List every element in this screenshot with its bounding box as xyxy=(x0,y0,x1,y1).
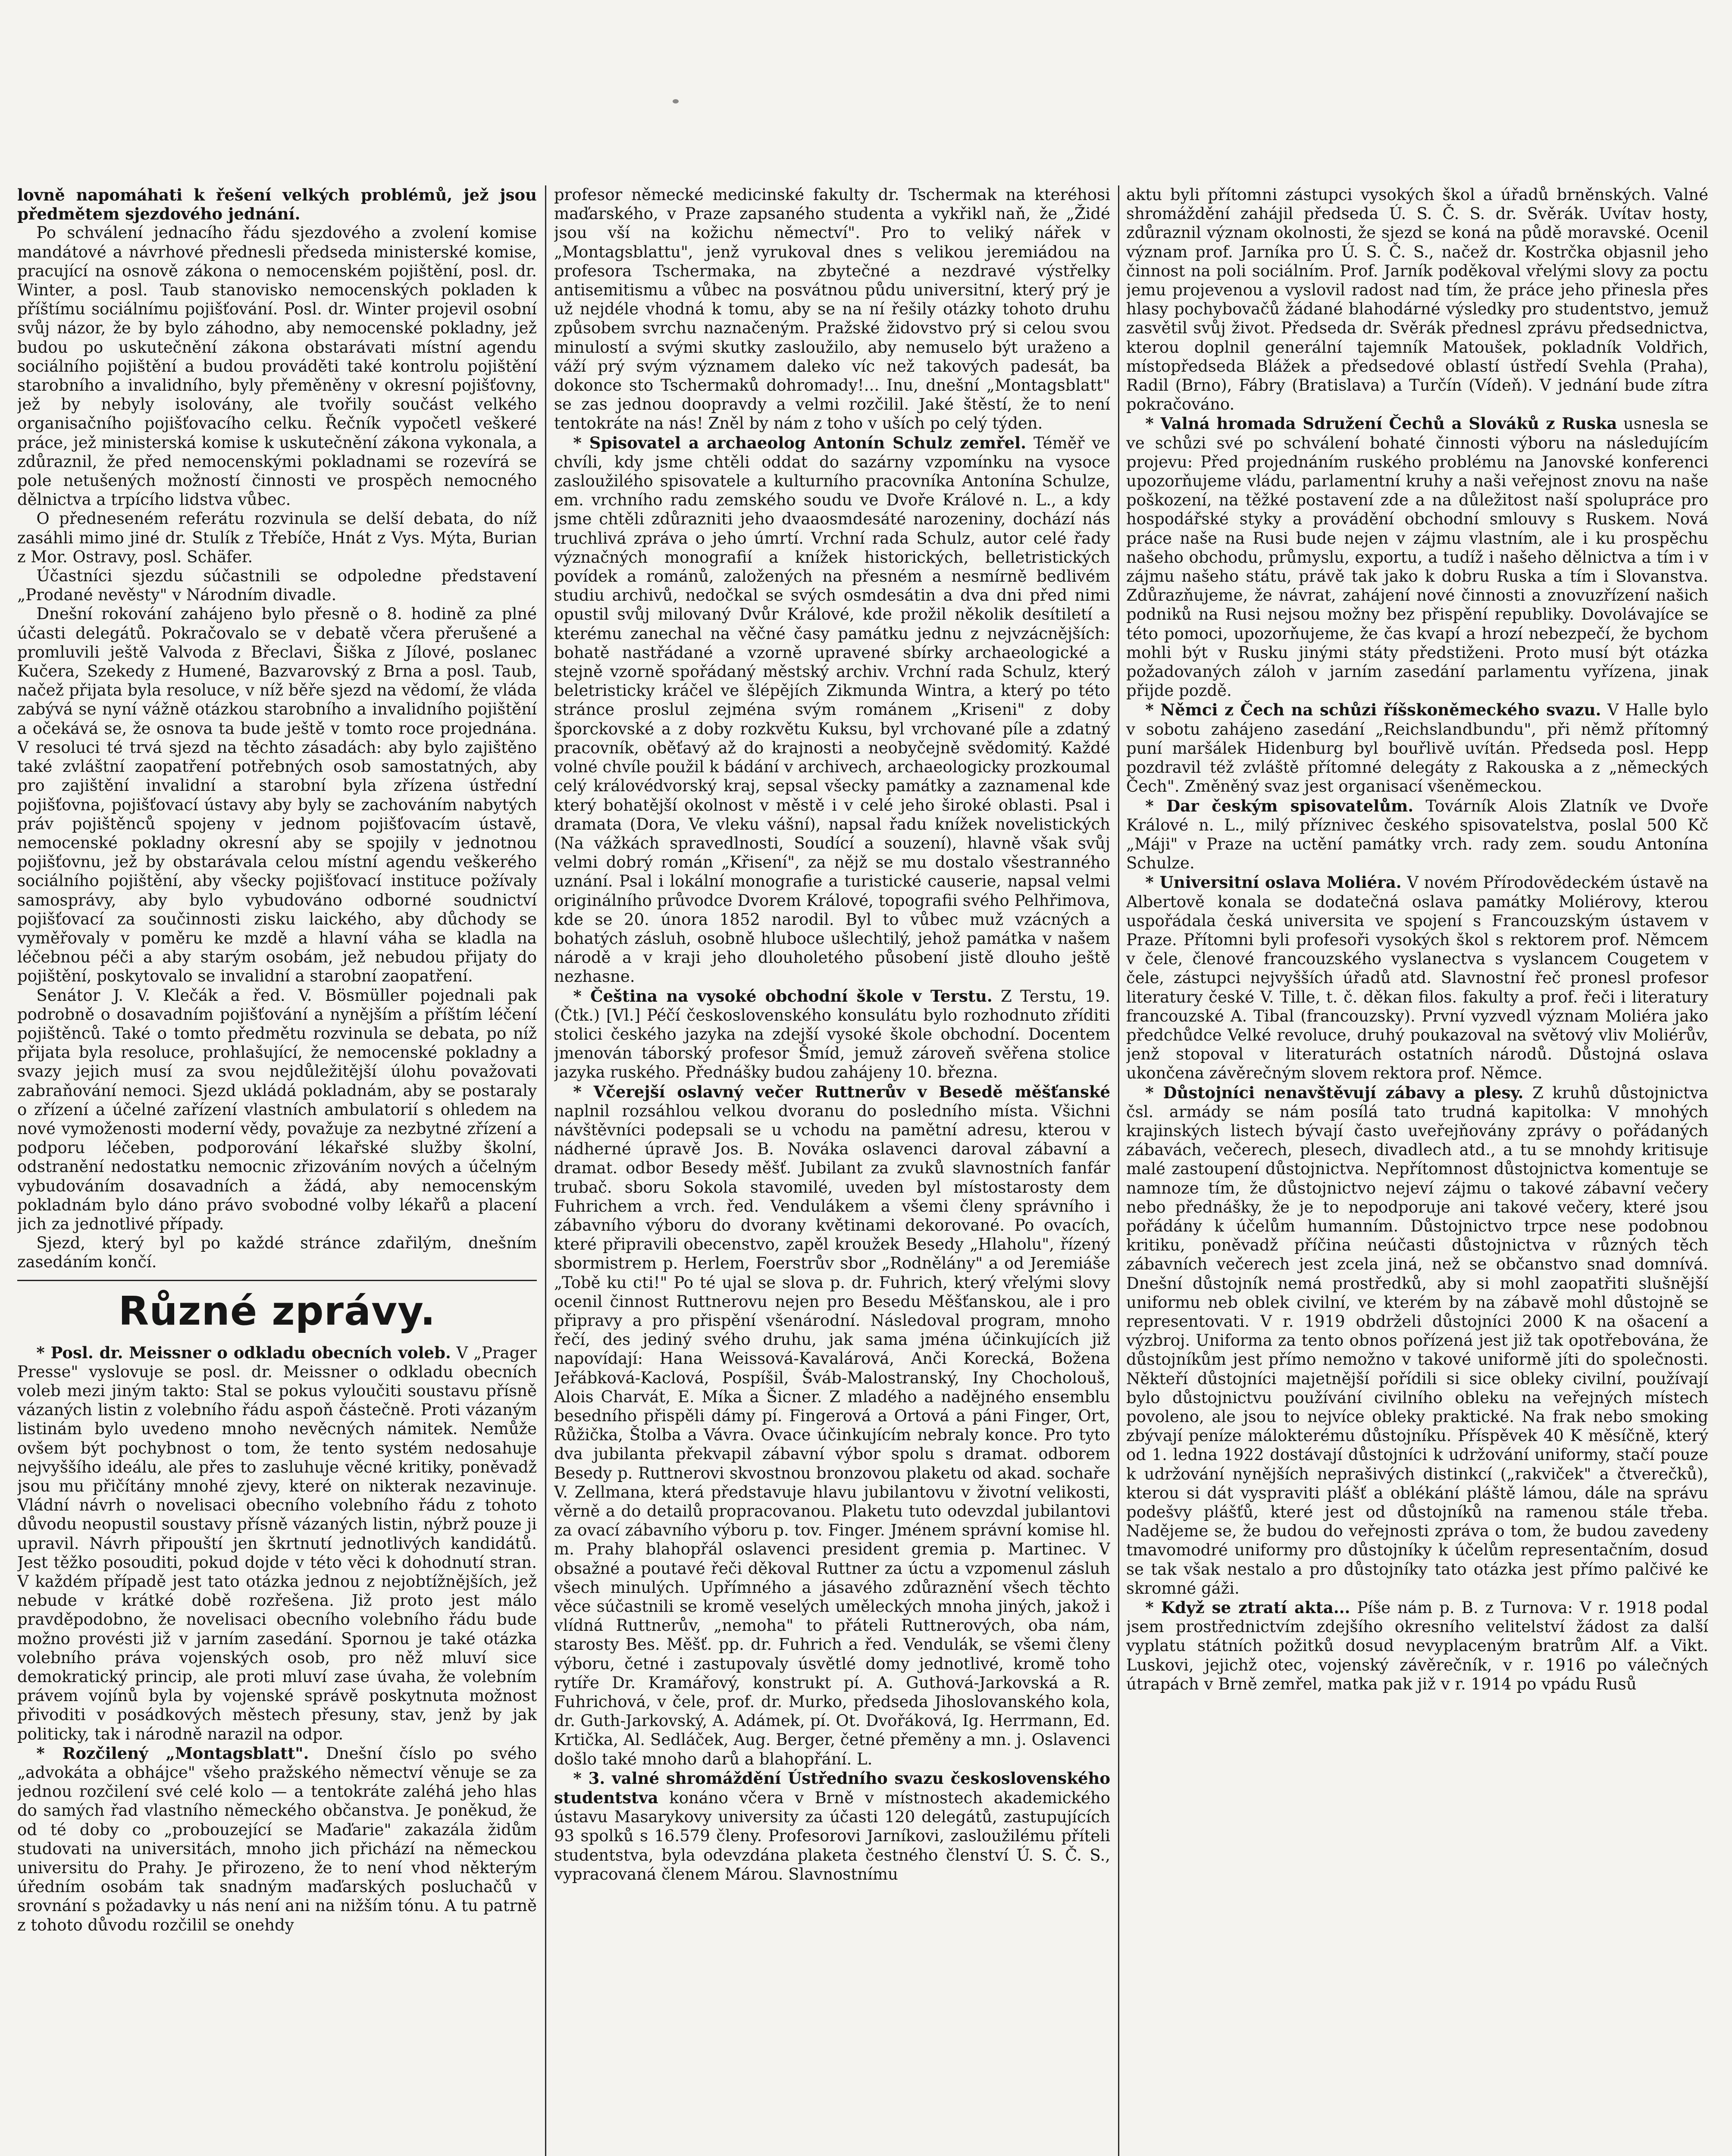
news-headline: * Spisovatel a archaeolog Antonín Schulz zemřel. xyxy=(573,433,1026,452)
news-body: Téměř ve chvíli, kdy jsme chtěli oddat do sazárny vzpomínku na vysoce zasloužilého spisovatele a kulturního pracovníka Antonína Schulze, em. vrchního radu zemského soudu ve Dvoře Králové n. L., a kdy jsme chtěli zdůrazniti jeho dvaaosmdesáté narozeniny, dochází nás truchlivá zpráva o jeho úmrtí. Vrchní rada Schulz, autor celé řady význačných monografií a knížek historických, belletristických povídek a románů, založených na přesném a nesmírně bedlivém studiu archivů, nedočkal se svých osmdesátin a dva dni před nimi opustil svůj milovaný Dvůr Králové, kde prožil několik desítiletí a kterému zanechal na věčné časy památku jednu z nejvzácnějších: bohatě nastřádané a vzorně upravené sbírky archaeologické a stejně vzorně spořádaný městský archiv. Vrchní rada Schulz, který beletristicky kráčel ve šlépějích Zikmunda Wintra, a který po této stránce proslul zejména svým románem „Kriseni" z doby šporckovské a z doby rozkvětu Kuksu, byl vrchované píle a zdatný pracovník, oběťavý až do krajnosti a neobyčejně svědomitý. Každé volné chvíle použil k bádání v archivech, archaeologicky prozkoumal celý královédvorský kraj, sepsal všecky památky a zaznamenal kde který bohatější okolnost v městě i v celé jeho široké oblasti. Psal i dramata (Dora, Ve vleku vášní), napsal řadu knížek novelistických (Na vážkách spravedlnosti, Soudící a souzení), hlavně však svůj velmi dobrý román „Křisení", za nějž se mu dostalo všestranného uznání. Psal i lokální monografie a turistické causerie, napsal velmi originálního průvodce Dvorem Králové, topografii svého Pelhřimova, kde se 20. února 1852 narodil. Byl to vůbec muž vzácných a bohatých zásluh, osobně hluboce ušlechtilý, jehož památka v našem národě a v kraji jeho dlouholetého působení jistě dlouho ještě nezhasne. xyxy=(554,433,1110,986)
news-body: V „Prager Presse" vyslovuje se posl. dr. Meissner o odkladu obecních voleb mezi jiným takto: Stal se pokus vyloučiti soustavu přísně vázaných listin z volebního řádu aspoň částečně. Proti vázaným listinám bylo uvedeno mnoho nevěcných námitek. Nemůže ovšem být pochybnost o tom, že tento systém nedosahuje nejvyššího ideálu, ale přes to zasluhuje věcné kritiky, poněvadž jsou mu přičítány mnohé zjevy, které on nikterak nezavinuje. Vládní návrh o novelisaci obecního volebního řádu z tohoto důvodu neopustil soustavy přísně vázaných listin, nýbrž pouze ji upravil. Návrh připouští jen škrtnutí jednotlivých kandidátů. Jest těžko posouditi, pokud dojde v této věci k dohodnutí stran. V každém případě jest tato otázka jednou z nejobtížnějších, jež nebude v krátké době rozřešena. Již proto jest málo pravděpodobno, že novelisaci obecního volebního řádu bude možno provésti již v jarním zasedání. Spornou je také otázka volebního práva vojenských osob, pro něž mluví sice demokratický princip, ale proti mluví zase úvaha, že volebním právem vojínů byla by vojenské správě poskytnuta možnost přivoditi v posádkových městech přesuny, stav, jenž by jak politicky, tak i národně narazil na odpor. xyxy=(17,1343,537,1743)
section-title: Různé zprávy. xyxy=(118,1288,436,1334)
continued-paragraph: aktu byli přítomni zástupci vysokých škol a úřadů brněnských. Valné shromáždění zahájil předseda Ú. S. Č. S. dr. Svěrák. Uvítav hosty, zdůraznil význam okolnosti, že sjezd se koná na půdě moravské. Ocenil význam prof. Jarníka pro Ú. S. Č. S., načež dr. Kostrčka objasnil jeho činnost na poli sociálním. Prof. Jarník poděkoval vřelými slovy za poctu jemu projevenou a vyslovil radost nad tím, že práce jeho přinesla přes hlasy pochybovačů žádané blahodárné výsledky pro studentstvo, jemuž zasvětil svůj život. Předseda dr. Svěrák přednesl zprávu předsednictva, kterou doplnil generální tajemník Matoušek, pokladník Voldřich, místopředseda Blážek a předsedové oblastí ústředí Svehla (Praha), Radil (Brno), Fábry (Bratislava) a Turčín (Vídeň). V jednání bude zítra pokračováno. xyxy=(1126,185,1708,414)
news-body: V novém Přírodovědeckém ústavě na Albertově konala se dodatečná oslava památky Moliérovy, kterou uspořádala česká universita ve spojení s Francouzským ústavem v Praze. Přítomni byli profesoři vysokých škol s rektorem prof. Němcem v čele, členové francouzského vyslanectva s vyslancem Cougetem v čele, zástupci nejvyšších úřadů atd. Slavnostní řeč pronesl profesor literatury české V. Tille, t. č. děkan filos. fakulty a prof. řeči i literatury francouzské A. Tibal (francouzsky). První vyzvedl význam Moliéra jako předchůdce Velké revoluce, druhý poukazoval na světový vliv Moliérův, jenž stopoval v literaturách ostatních národů. Důstojná oslava ukončena závěrečným slovem rektora prof. Němce. xyxy=(1126,873,1708,1083)
news-headline: * Dar českým spisovatelům. xyxy=(1145,796,1414,815)
news-item xyxy=(554,1769,1110,1884)
section-divider xyxy=(17,1280,537,1281)
paragraph: Senátor J. V. Klečák a řed. V. Bösmüller pojednali pak podrobně o dosavadním pojišťování a nynějším a příštím léčení pojištěnců. Také o tomto předmětu rozvinula se debata, po níž přijata byla resoluce, prohlašující, že nemocenské pokladny a svazy jejich musí za svou nejdůležitější úlohu považovati zabraňování nemoci. Sjezd ukládá pokladnám, aby se postaraly o zřízení a účelné zařízení vlastních ambulatorií s ohledem na nové vymoženosti moderní vědy, považuje za nezbytné zřízení a podporu léčeben, podporování lékařské služby školní, odstranění nedostatku nemocnic zřizováním nových a účelným vybudováním dosavadních a žádá, aby nemocenským pokladnám bylo dáno právo svobodné volby lékařů a placení jich za jednotlivé případy. xyxy=(17,986,537,1233)
paragraph: Účastníci sjezdu súčastnili se odpoledne představení „Prodané nevěsty" v Národním divadle. xyxy=(17,567,537,605)
paragraph: Po schválení jednacího řádu sjezdového a zvolení komise mandátové a návrhové přednesli předseda ministerské komise, pracující na osnově zákona o nemocenském pojištění, posl. dr. Winter, a posl. Taub stanovisko nemocenských pokladen k příštímu sociálnímu pojišťování. Posl. dr. Winter projevil osobní svůj názor, že by bylo záhodno, aby nemocenské pokladny, jež budou po uskutečnění zákona obstarávati místní agendu sociálního pojištění a budou prováděti také kontrolu pojištění starobního a invalidního, byly přeměněny v okresní pojišťovny, jež by nebyly isolovány, ale tvořily součást velkého organisačního pojišťovacího celku. Řečník vypočetl veškeré práce, jež ministerská komise k uskutečnění zákona vykonala, a zdůraznil, že před nemocenskými pokladnami se rozevírá se pole netušených možností činnosti ve prospěch nemocného dělnictva a trpícího lidstva vůbec. xyxy=(17,223,537,509)
paragraph: O předneseném referátu rozvinula se delší debata, do níž zasáhli mimo jiné dr. Stulík z Třebíče, Hnát z Vys. Mýta, Burian z Mor. Ostravy, posl. Schäfer. xyxy=(17,509,537,566)
news-headline: * Posl. dr. Meissner o odkladu obecních voleb. xyxy=(36,1343,451,1362)
news-headline: * Čeština na vysoké obchodní škole v Terstu. xyxy=(573,986,993,1006)
news-headline: * 3. valné shromáždění Ústředního svazu československého studentstva xyxy=(554,1768,1110,1808)
news-item xyxy=(1126,414,1708,700)
news-headline: * Když se ztratí akta... xyxy=(1145,1598,1350,1617)
column-left xyxy=(17,185,537,2156)
news-body: Z kruhů důstojnictva čsl. armády se nám posílá tato trudná kapitolka: V mnohých krajinských listech bývají často uveřejňovány zprávy o pořádaných zábavách, večerech, plesech, divadlech atd., a tu se mnohdy kritisuje malé zastoupení důstojnictva. Nepřítomnost důstojnictva komentuje se namnoze tím, že důstojnictvo nejeví zájmu o takové zábavní večery nebo přednášky, že je to nepodporuje ani takové večery, které jsou pořádány k účelům humanním. Důstojnictvo trpce nese podobnou kritiku, poněvadž příčina neúčasti důstojnictva v různých těch zábavních večerech jest zcela jiná, než se občanstvo snad domnívá. Dnešní důstojník nemá prostředků, aby si mohl zaopatřiti slušnější uniformu neb oblek civilní, ve kterém by na zábavě mohl důstojně se representovati. V r. 1919 obdrželi důstojníci 2000 K na ošacení a výzbroj. Uniforma za tento obnos pořízená jest již tak opotřebována, že důstojníkům jest přímo nemožno v takové uniformě jíti do společnosti. Někteří důstojníci majetnější pořídili si sice obleky civilní, používají bylo důstojnictvu používání civilního obleku na veřejných místech povoleno, ale jsou to nejvíce obleky praktické. Na frak nebo smoking zbývají peníze málokterému důstojníku. Příspěvek 40 K měsíčně, který od 1. ledna 1922 dostávají důstojníci k udržování uniformy, stačí pouze k udržování nynějších neprašivých distinkcí („rakviček" a čtverečků), kterou si dát vyspraviti plášť a oblékání pláště lámou, dále na správu podešvy plášťů, které jest od důstojníků na ramenou stále třeba. Nadějeme se, že budou do veřejnosti zpráva o tom, že budou zavedeny tmavomodré uniformy pro důstojníky k účelům representačním, dosud se tak však nestalo a pro důstojníky tato otázka jest přímo palčivé ke skromné gáži. xyxy=(1126,1083,1708,1598)
news-item xyxy=(17,1744,537,1935)
news-body: konáno včera v Brně v místnostech akademického ústavu Masarykovy university za účasti 120 delegátů, zastupujících 93 spolků s 16.579 členy. Profesorovi Jarníkovi, zasloužilému příteli studentstva, byla odevzdána plaketa čestného členství Ú. S. Č. S., vypracovaná členem Márou. Slavnostnímu xyxy=(554,1789,1110,1883)
column-middle xyxy=(554,185,1110,2156)
paragraph: Sjezd, který byl po každé stránce zdařilým, dnešním zasedáním končí. xyxy=(17,1234,537,1272)
news-item xyxy=(1126,1598,1708,1694)
paragraph: Dnešní rokování zahájeno bylo přesně o 8. hodině za plné účasti delegátů. Pokračovalo se v debatě včera přerušené a promluvili ještě Valvoda z Břeclavi, Šiška z Jílové, poslanec Kučera, Szekedy z Humené, Bazvarovský z Brna a posl. Taub, načež přijata byla resoluce, v níž běře sjezd na vědomí, že vláda zabývá se nyní vážně otázkou starobního a invalidního pojištění a očekává se, že osnova ta bude ještě v tomto roce projednána. V resoluci té trvá sjezd na těchto zásadách: aby bylo zajištěno také zvláštní zaopatření potřebných osob samostatných, aby pro zajištění invalidní a starobní byla zřízena ústřední pojišťovna, pojišťovací ústavy aby byly se zachováním nabytých práv pojištěnců spojeny v jednom pojišťovacím ústavě, nemocenské pokladny okresní aby se spojily v jednotnou pojišťovnu, jež by obstarávala celou místní agendu veškerého sociálního pojištění, aby všecky pojišťovací instituce požívaly samosprávy, aby bylo vybudováno odborné soudnictví pojišťovací za součinnosti zisku laického, aby důchody se vyměřovaly v poměru ke mzdě a hlavní váha se kladla na léčebnou péči a aby starým osobám, jež nebudou přijaty do pojištění, poskytovalo se invalidní a starobní zaopatření. xyxy=(17,605,537,986)
news-headline: * Včerejší oslavný večer Ruttnerův v Besedě měšťanské xyxy=(573,1082,1110,1101)
news-body: Z Terstu, 19. (Čtk.) [Vl.] Péčí československého konsulátu bylo rozhodnuto zříditi stolici českého jazyka na zdejší vysoké škole obchodní. Docentem jmenován táborský profesor Šmíd, jemuž zároveň svěřena stolice jazyka ruského. Přednášky budou zahájeny 10. března. xyxy=(554,987,1110,1082)
news-body: Píše nám p. B. z Turnova: V r. 1918 podal jsem prostřednictvím zdejšího okresního velitelství žádost za další vyplatu státních požitků dosud nevyplaceným bratrům Alf. a Vikt. Luskovi, jejichž otec, vojenský závěrečník, v r. 1916 po válečných útrapách v Brně zemřel, matka pak již v r. 1914 po vpádu Rusů xyxy=(1126,1598,1708,1693)
news-item xyxy=(1126,700,1708,796)
news-headline: * Rozčilený „Montagsblatt". xyxy=(36,1743,309,1763)
continued-paragraph: lovně napomáhati k řešení velkých problémů, jež jsou předmětem sjezdového jednání. xyxy=(17,185,537,224)
news-body: Továrník Alois Zlatník ve Dvoře Králové n. L., milý příznivec českého spisovatelstva, poslal 500 Kč „Máji" v Praze na uctění památky vrch. rady zem. soudu Antonína Schulze. xyxy=(1126,796,1708,873)
news-headline: * Valná hromada Sdružení Čechů a Slováků z Ruska xyxy=(1145,414,1617,433)
news-headline: * Důstojníci nenavštěvují zábavy a plesy. xyxy=(1145,1083,1524,1102)
news-body: Dnešní číslo po svého „advokáta a obhájce" všeho pražského němectví věnuje se za jednou rozčilení své celé kolo — a tentokráte zaléhá jeho hlas do samých řad vlastního německého občanstva. Je poněkud, že od té doby co „probouzející se Maďarie" zakazála židům studovati na universitách, mnoho jich přichází na německou universitu do Prahy. Je přirozeno, že to není vhod některým úředním osobám tak snadným maďarských posluchačů v srovnání s požadavky u nás není ani na nižším tónu. A tu patrně z tohoto důvodu rozčilil se onehdy xyxy=(17,1744,537,1934)
column-rule xyxy=(1118,185,1119,2156)
continued-paragraph: profesor německé medicinské fakulty dr. Tschermak na kteréhosi maďarského, v Praze zapsaného studenta a vykřikl naň, že „Židé jsou vší na kožichu němectví". Pro to veliký nářek v „Montagsblattu", jenž vyrukoval dnes s velikou jeremiádou na profesora Tschermaka, na zbytečné a nezdravé výstřelky antisemitismu a vůbec na posvátnou půdu universitní, který prý je už nejdéle vhodná k tomu, aby se na ní řešily otázky tohoto druhu způsobem svrchu naznačeným. Pražské židovstvo prý si celou svou minulostí a svými skutky zasloužilo, aby nemuselo být uraženo a váží prý svým významem daleko víc než takových padesát, ba dokonce sto Tschermaků dohromady!... Inu, dnešní „Montagsblatt" se zas jednou doopravdy a velmi rozčilil. Jaké štěstí, že to není tentokráte na nás! Zněl by nám z toho v uších po celý týden. xyxy=(554,185,1110,433)
news-item xyxy=(554,987,1110,1082)
news-body: naplnil rozsáhlou velkou dvoranu do posledního místa. Všichni návštěvníci podepsali se u vchodu na pamětní adresu, kterou v nádherné úpravě Jos. B. Nováka oslavenci daroval zábavní a dramat. odbor Besedy měšť. Jubilant za zvuků slavnostních fanfár trubač. sboru Sokola stavomilé, uveden byl místostarosty dem Fuhrichem a vrch. řed. Vendulákem a všemi členy správního i zábavního výboru do dvorany květinami dekorované. Po ovacích, které připravili obecenstvo, zapěl kroužek Besedy „Hlaholu", řízený sbormistrem p. Herlem, Foerstrův sbor „Rodnělány" a od Jeremiáše „Tobě ku cti!" Po té ujal se slova p. dr. Fuhrich, který vřelými slovy ocenil činnost Ruttnerovu nejen pro Besedu Měšťanskou, ale i pro připravy a pro přispění všenárodní. Následoval program, mnoho řečí, des jediný svého druhu, jak sama jména účinkujících již napovídají: Hana Weissová-Kavalárová, Anči Korecká, Božena Jeřábková-Kaclová, Pospíšil, Šváb-Malostranský, Iny Chocholouš, Alois Charvát, E. Míka a Šicner. Z mladého a nadějného ensemblu besedního přispěli dámy pí. Fingerová a Ortová a páni Finger, Ort, Růžička, Štolba a Vávra. Ovace účinkujícím nebraly konce. Pro tyto dva jubilanta překvapil zábavní výbor spolu s dramat. odborem Besedy p. Ruttnerovi skvostnou bronzovou plaketu od akad. sochaře V. Zellmana, která představuje hlavu jubilantovu v životní velikosti, věrně a do detailů propracovanou. Plaketu tuto odevzdal jubilantovi za ovací zábavního výboru p. tov. Finger. Jménem správní komise hl. m. Prahy blahopřál oslavenci president gremia p. Martinec. V obsažné a poutavé řeči děkoval Ruttner za úctu a vzpomenul zásluh všech minulých. Upřímného a jásavého zdůraznění všech těchto věce súčastnili se kromě veselých uměleckých mnoha jiných, jakož i vlídná Ruttnerův, „nemoha" to přáteli Ruttnerových, oba nám, starosty Bes. Měšť. pp. dr. Fuhrich a řed. Vendulák, se všemi členy výboru, četné i zastupovaly úsvětlé domy jednotlivé, kromě toho rytíře Dr. Kramářový, konstrukt pí. A. Guthová-Jarkovská a R. Fuhrichová, v čele, prof. dr. Murko, předseda Jihoslovanského kola, dr. Guth-Jarkovský, A. Adámek, pí. Ot. Dvořáková, Ig. Herrmann, Ed. Krtička, Al. Sedláček, Aug. Berger, četné přeměny a mn. j. Oslavenci došlo také mnoho darů a blahopřání. L. xyxy=(554,1101,1110,1768)
scan-speck xyxy=(673,99,679,103)
news-item xyxy=(1126,796,1708,873)
column-right xyxy=(1126,185,1708,2156)
news-headline: * Němci z Čech na schůzi říšskoněmeckého svazu. xyxy=(1145,700,1601,720)
news-item xyxy=(1126,1083,1708,1598)
news-body: V Halle bylo v sobotu zahájeno zasedání „Reichslandbundu", při němž přítomný puní maršálek Hidenburg byl bouřlivě uvítán. Předseda posl. Hepp pozdravil též zvláště přítomné delegáty z Rakouska a z „německých Čech". Změněný svaz jest organisací všeněmeckou. xyxy=(1126,701,1708,796)
news-item xyxy=(1126,873,1708,1083)
news-headline: * Universitní oslava Moliéra. xyxy=(1145,873,1402,892)
column-rule xyxy=(545,185,546,2156)
news-item xyxy=(17,1343,537,1744)
news-item xyxy=(554,433,1110,987)
news-body: usnesla se ve schůzi své po schválení bohaté činnosti výboru na následujícím projevu: Před projednáním ruského problému na Janovské konferenci upozorňujeme vládu, parlamentní kruhy a naši veřejnost znovu na naše poškození, na těžké postavení zde a na důležitost naší spolupráce pro hospodářské styky a provádění obchodní smlouvy s Ruskem. Nová práce naše na Rusi bude nejen v zájmu vlastním, ale i ku prospěchu našeho obchodu, průmyslu, exportu, a tudíž i našeho dělnictva a tím i v zájmu našeho státu, právě tak jako k dobru Ruska a tím i Slovanstva. Zdůrazňujeme, že návrat, zahájení nové činnosti a znovuzřízení našich podniků na Rusi nejsou možny bez přispění republiky. Dovolávajíce se této pomoci, upozorňujeme, že čas kvapí a hrozí nebezpečí, že bychom mohli být v Rusku jinými státy předstiženi. Proto musí být otázka požadovaných záloh v jarním zasedání parlamentu vyřízena, jinak přijde pozdě. xyxy=(1126,414,1708,700)
news-item xyxy=(554,1082,1110,1769)
